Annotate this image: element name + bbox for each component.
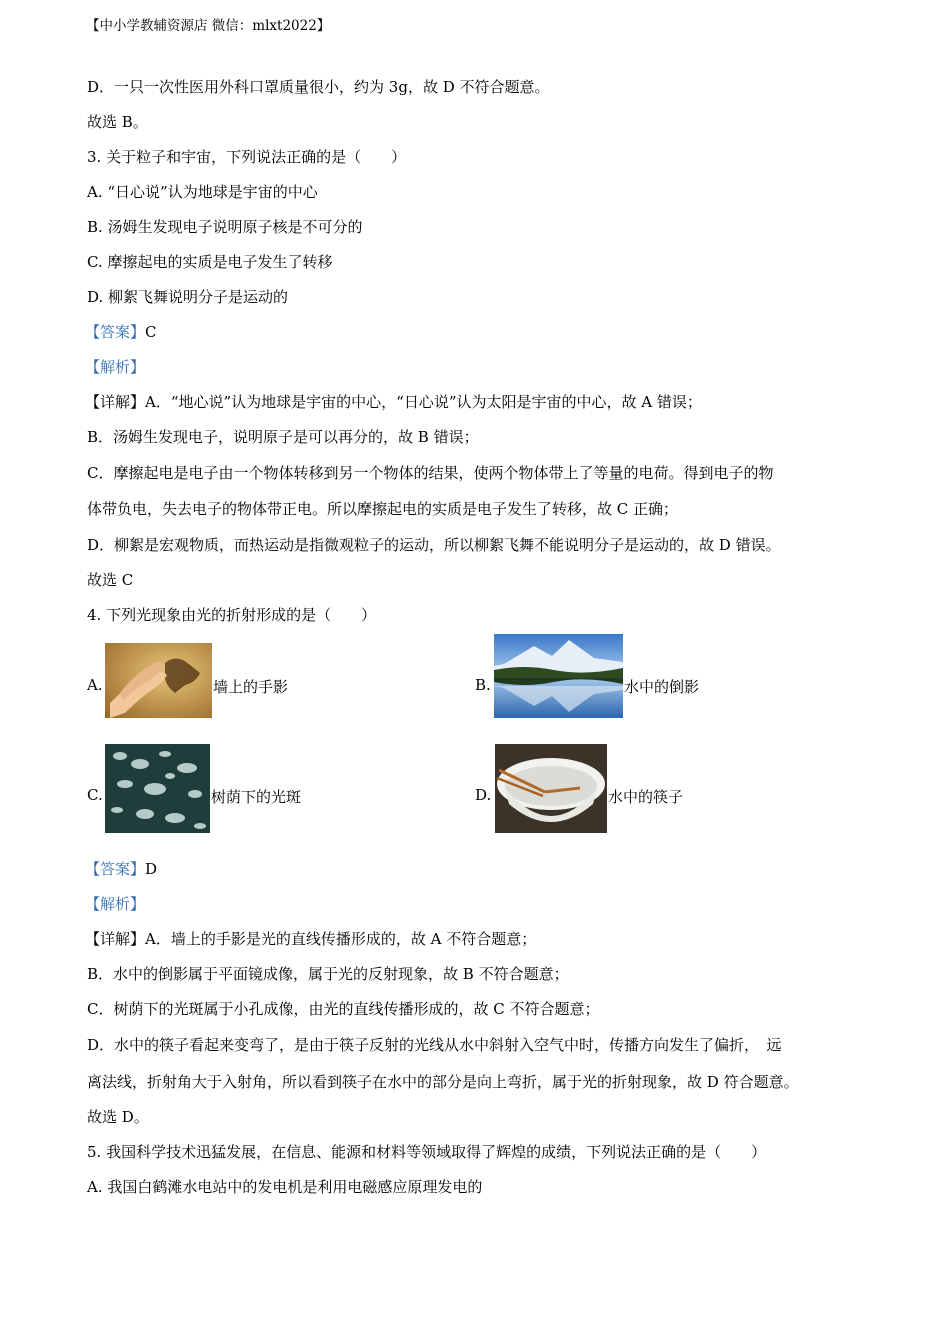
q3-option-d: D. 柳絮飞舞说明分子是运动的 (87, 288, 289, 306)
answer-label: 【答案】 (85, 860, 146, 878)
lake-reflection-image (494, 634, 623, 718)
q4-option-d-text: 水中的筷子 (608, 788, 684, 806)
analysis-label: 【解析】 (85, 895, 146, 913)
detail-line (85, 928, 536, 949)
answer-label: 【答案】 (85, 323, 146, 341)
answer-value: C (145, 323, 157, 341)
question-5: 5. 我国科学技术迅猛发展，在信息、能源和材料等领域取得了辉煌的成绩，下列说法正确的是（ ） (87, 1143, 767, 1161)
text-line: B．汤姆生发现电子，说明原子是可以再分的，故 B 错误； (87, 428, 479, 446)
text-line: B．水中的倒影属于平面镜成像，属于光的反射现象，故 B 不符合题意； (87, 965, 569, 983)
detail-text: A．“地心说”认为地球是宇宙的中心，“日心说”认为太阳是宇宙的中心，故 A 错误； (145, 393, 702, 411)
text-line: D．柳絮是宏观物质，而热运动是指微观粒子的运动，所以柳絮飞舞不能说明分子是运动的，故 D 错误。 (87, 536, 781, 554)
q4-option-c-letter: C. (87, 786, 103, 804)
analysis-label: 【解析】 (85, 358, 146, 376)
text-line: 体带负电，失去电子的物体带正电。所以摩擦起电的实质是电子发生了转移，故 C 正确； (87, 500, 679, 518)
q4-option-a-letter: A. (87, 676, 103, 694)
q3-option-a: A. “日心说”认为地球是宇宙的中心 (87, 183, 318, 201)
text-line: D．一只一次性医用外科口罩质量很小，约为 3g，故 D 不符合题意。 (87, 78, 550, 96)
detail-line (85, 391, 702, 412)
page-header: 【中小学教辅资源店 微信：mlxt2022】 (86, 18, 331, 34)
detail-label: 【详解】 (85, 930, 146, 948)
q4-option-c-text: 树荫下的光斑 (211, 788, 302, 806)
tree-shade-light-spots-image (105, 744, 210, 833)
answer-line-3 (85, 321, 157, 342)
question-3: 3. 关于粒子和宇宙，下列说法正确的是（ ） (87, 148, 407, 166)
hand-shadow-image (105, 643, 212, 718)
q3-option-c: C. 摩擦起电的实质是电子发生了转移 (87, 253, 333, 271)
detail-label: 【详解】 (85, 393, 146, 411)
text-line: 故选 C (87, 571, 134, 589)
detail-text: A．墙上的手影是光的直线传播形成的，故 A 不符合题意； (145, 930, 537, 948)
text-line: D．水中的筷子看起来变弯了，是由于筷子反射的光线从水中斜射入空气中时，传播方向发生了偏折， 远 (87, 1036, 782, 1054)
chopsticks-in-water-image (495, 744, 607, 833)
answer-line-4 (85, 858, 157, 879)
q4-option-b-letter: B. (475, 676, 491, 694)
answer-value: D (145, 860, 158, 878)
q4-option-b-text: 水中的倒影 (624, 678, 700, 696)
q4-option-a-text: 墙上的手影 (213, 678, 289, 696)
text-line: 故选 D。 (87, 1108, 149, 1126)
q4-option-d-letter: D. (475, 786, 492, 804)
text-line: 故选 B。 (87, 113, 148, 131)
q3-option-b: B. 汤姆生发现电子说明原子核是不可分的 (87, 218, 363, 236)
text-line: 离法线，折射角大于入射角，所以看到筷子在水中的部分是向上弯折，属于光的折射现象，故 D 符合题意。 (87, 1073, 799, 1091)
text-line: C．摩擦起电是电子由一个物体转移到另一个物体的结果，使两个物体带上了等量的电荷。得到电子的物 (87, 464, 774, 482)
question-4: 4. 下列光现象由光的折射形成的是（ ） (87, 606, 377, 624)
text-line: C．树荫下的光斑属于小孔成像，由光的直线传播形成的，故 C 不符合题意； (87, 1000, 600, 1018)
q5-option-a: A. 我国白鹤滩水电站中的发电机是利用电磁感应原理发电的 (87, 1178, 483, 1196)
